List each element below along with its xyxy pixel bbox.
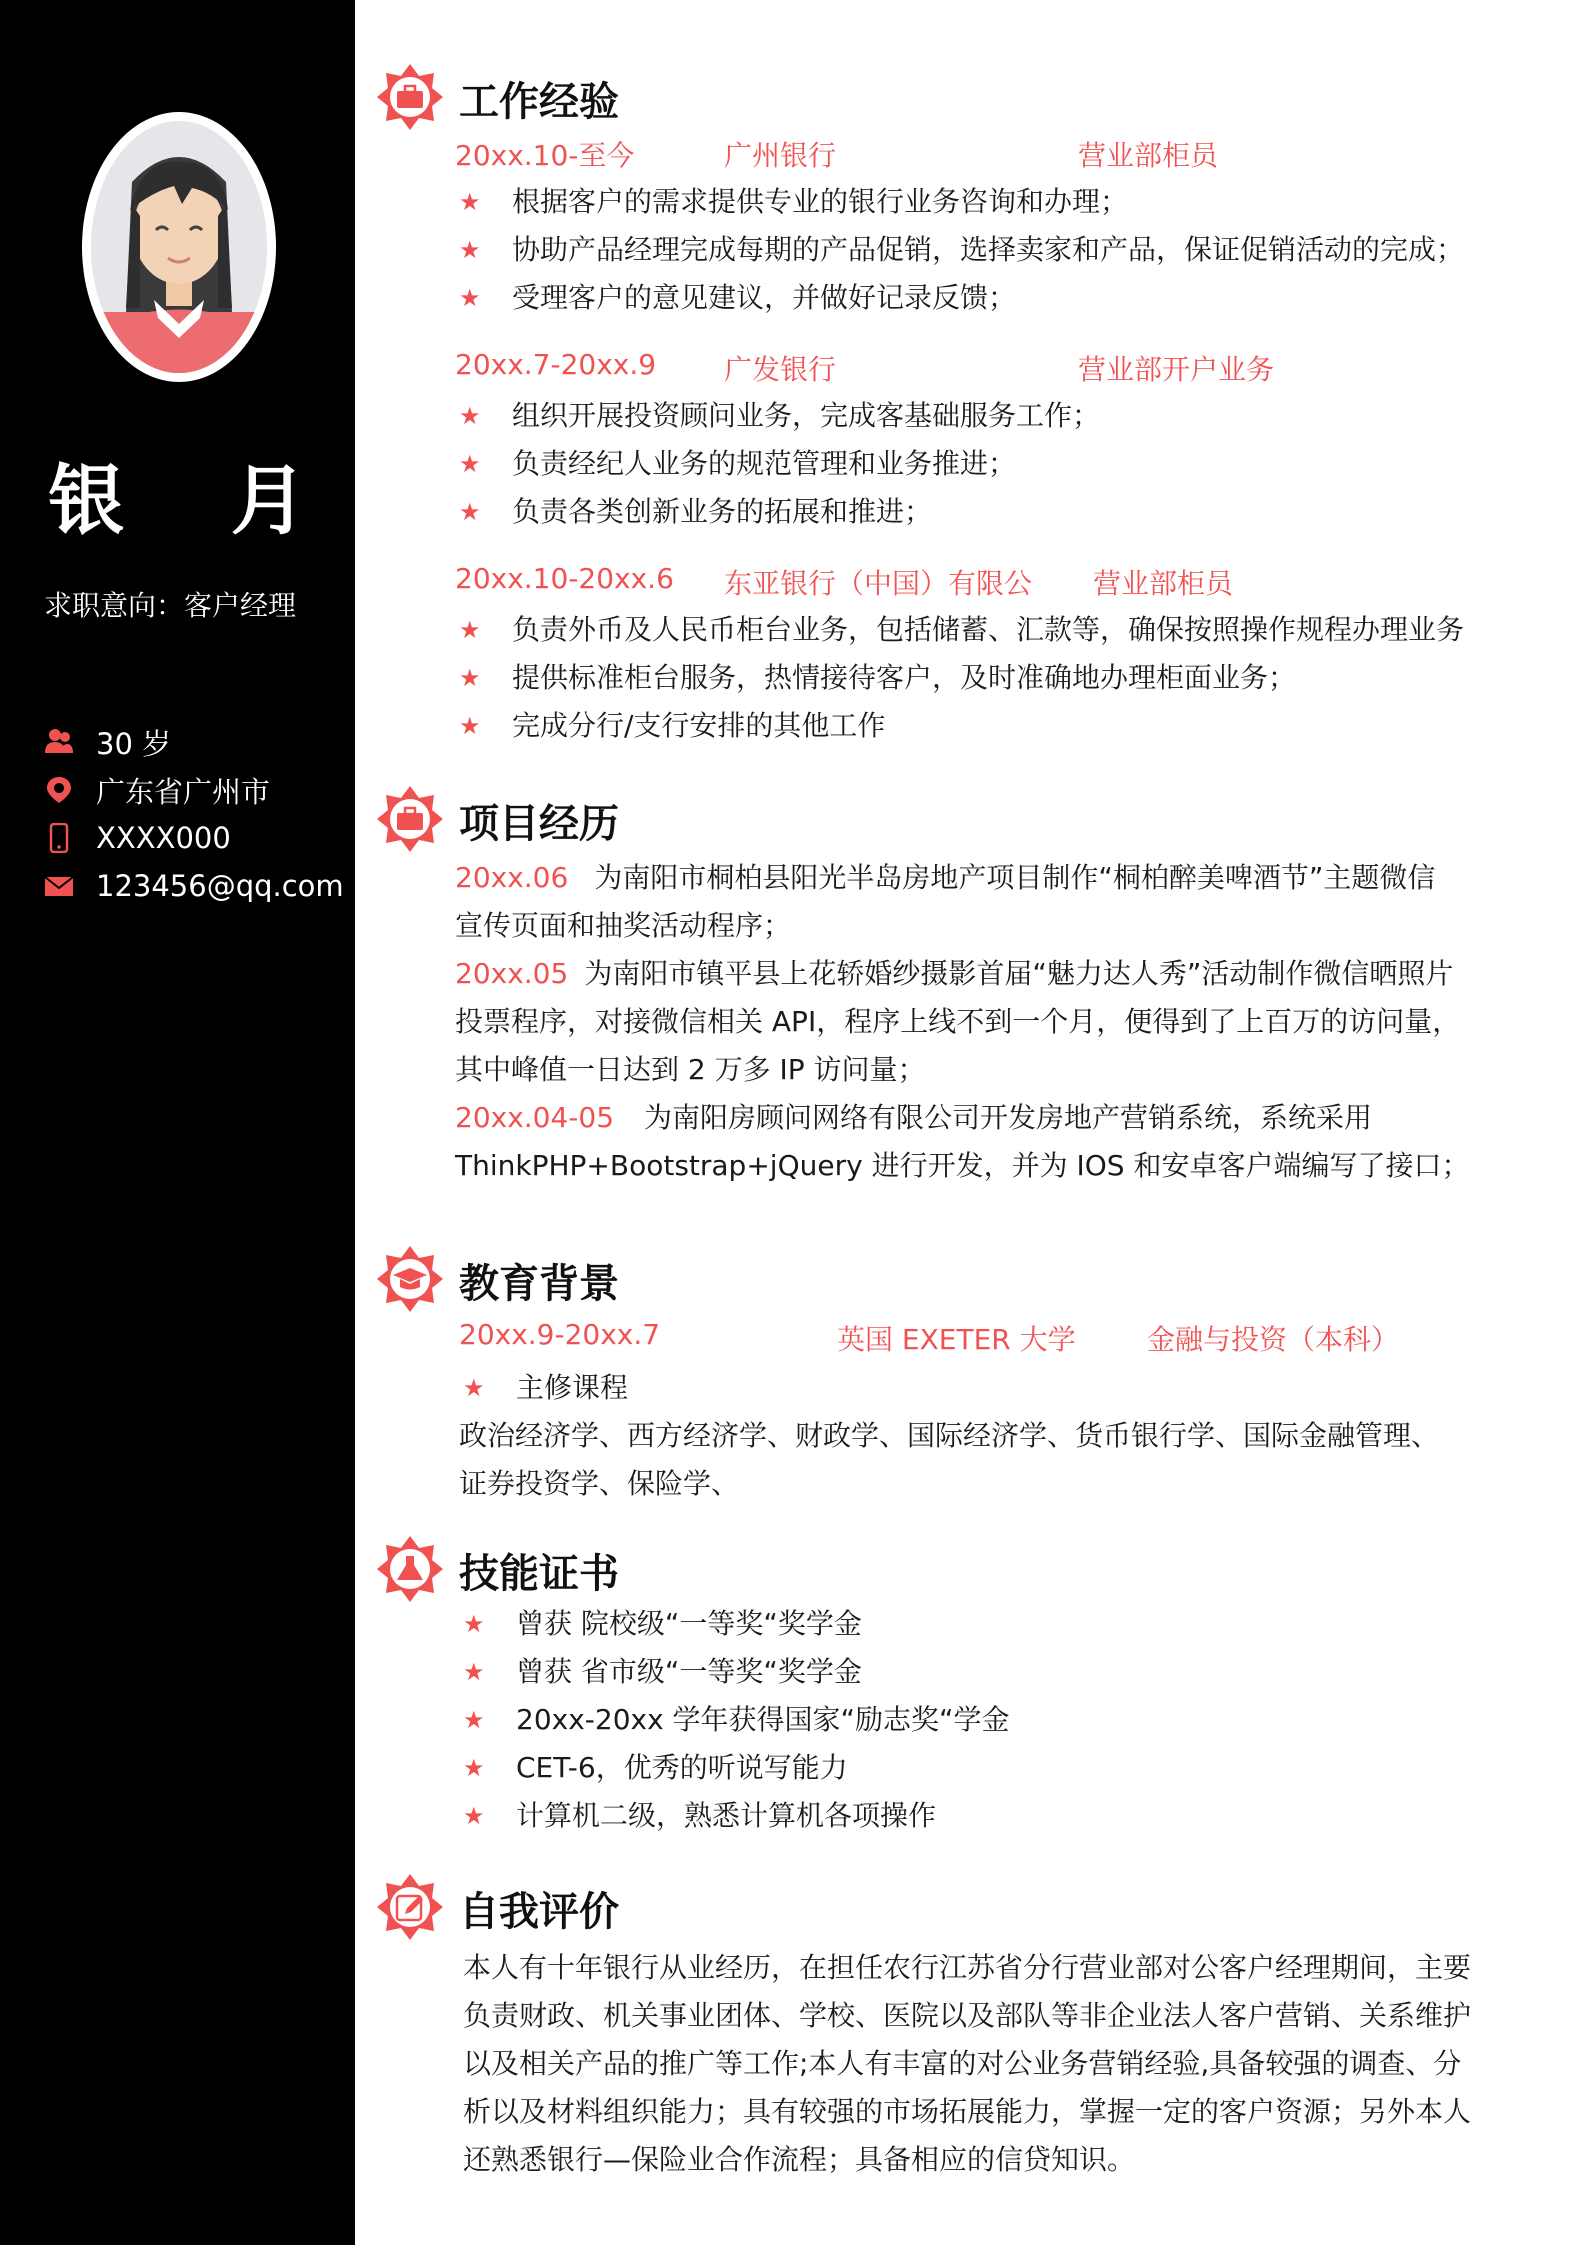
edu-major: 金融与投资（本科） [1147, 1323, 1400, 1356]
job-header [375, 562, 1575, 606]
job-role: 营业部开户业务 [1078, 353, 1275, 386]
section-header [375, 784, 1575, 854]
job-period: 20xx.7-20xx.9 [455, 348, 657, 381]
job-intent: 求职意向：客户经理 [44, 589, 297, 622]
job-entry [375, 348, 1575, 536]
contact-text: 123456@qq.com [96, 869, 344, 903]
section-projects [375, 784, 1575, 1190]
skill-item: ★ 曾获 省市级“一等奖“奖学金 [375, 1648, 1575, 1696]
duty-item: ★ 负责各类创新业务的拓展和推进； [375, 488, 1575, 536]
star-icon: ★ [463, 1658, 485, 1686]
star-icon: ★ [459, 498, 481, 526]
avatar [82, 112, 276, 382]
section-title: 自我评价 [459, 1889, 619, 1935]
self-evaluation-text: 本人有十年银行从业经历，在担任农行江苏省分行营业部对公客户经理期间，主要 负责财政、机关事业团体、学校、医院以及部队等非企业法人客户营销、关系维护 以及相关产品的推广等工作;本人有丰富的对公业务营销经验,具备较强的调查、分 析以及材料组织能力；具有较强的市场拓展能力，掌握一定的客户资源；另外本人 还熟悉银行—保险业合作流程；具备相应的信贷知识。 [463, 1951, 1472, 2176]
course-list: 政治经济学、西方经济学、财政学、国际经济学、货币银行学、国际金融管理、 证券投资学、保险学、 [459, 1419, 1440, 1500]
section-header [375, 1244, 1575, 1314]
pencil-icon [375, 1872, 445, 1942]
edu-period: 20xx.9-20xx.7 [459, 1318, 661, 1351]
person-icon [44, 727, 74, 757]
project-list [375, 854, 1575, 1190]
star-icon: ★ [459, 664, 481, 692]
project-line: 其中峰值一日达到 2 万多 IP 访问量； [455, 1053, 926, 1086]
star-icon: ★ [463, 1706, 485, 1734]
project-line: 宣传页面和抽奖活动程序； [455, 909, 792, 942]
avatar-illustration [82, 112, 276, 382]
job-period: 20xx.10-20xx.6 [455, 562, 674, 595]
job-company: 东亚银行（中国）有限公 [724, 567, 1033, 600]
edu-school: 英国 EXETER 大学 [837, 1323, 1076, 1356]
contact-phone [44, 814, 344, 862]
project-line: ThinkPHP+Bootstrap+jQuery 进行开发，并为 IOS 和安卓客户端编写了接口； [455, 1149, 1470, 1182]
job-period: 20xx.10-至今 [455, 139, 635, 172]
project-date: 20xx.04-05 [455, 1101, 615, 1134]
location-pin-icon [44, 775, 74, 805]
briefcase-icon [375, 62, 445, 132]
star-icon: ★ [463, 1802, 485, 1830]
project-line: 投票程序，对接微信相关 API，程序上线不到一个月，便得到了上百万的访问量， [455, 1005, 1461, 1038]
education-header [375, 1318, 1575, 1362]
duty-item: ★ 根据客户的需求提供专业的银行业务咨询和办理； [375, 178, 1575, 226]
job-role: 营业部柜员 [1093, 567, 1234, 600]
duty-item: ★ 协助产品经理完成每期的产品促销，选择卖家和产品，保证促销活动的完成； [375, 226, 1575, 274]
section-header [375, 62, 1575, 132]
candidate-name: 银 月 [48, 456, 347, 545]
contact-age [44, 718, 344, 766]
graduation-cap-icon [375, 1244, 445, 1314]
section-skills [375, 1534, 1575, 1840]
section-title: 项目经历 [459, 801, 619, 847]
section-title: 技能证书 [459, 1551, 619, 1597]
contact-list [44, 718, 344, 910]
job-role: 营业部柜员 [1078, 139, 1219, 172]
skill-item: ★ CET-6，优秀的听说写能力 [375, 1744, 1575, 1792]
duty-item: ★ 提供标准柜台服务，热情接待客户，及时准确地办理柜面业务； [375, 654, 1575, 702]
mail-icon [44, 871, 74, 901]
star-icon: ★ [459, 402, 481, 430]
section-header [375, 1534, 1575, 1604]
project-item: 20xx.05 为南阳市镇平县上花轿婚纱摄影首届“魅力达人秀”活动制作微信晒照片 [455, 957, 1454, 990]
section-education [375, 1244, 1575, 1508]
skill-list [375, 1600, 1575, 1840]
star-icon: ★ [459, 284, 481, 312]
job-company: 广州银行 [724, 139, 837, 172]
job-header [375, 348, 1575, 392]
project-item: 20xx.04-05 为南阳房顾问网络有限公司开发房地产营销系统，系统采用 [455, 1101, 1373, 1134]
star-icon: ★ [463, 1374, 485, 1402]
section-title: 工作经验 [459, 79, 619, 125]
duty-item: ★ 受理客户的意见建议，并做好记录反馈； [375, 274, 1575, 322]
star-icon: ★ [463, 1610, 485, 1638]
sidebar [0, 0, 355, 2245]
section-header [375, 1872, 1575, 1942]
course-label-item: ★ 主修课程 [375, 1364, 1575, 1412]
section-self-evaluation [375, 1872, 1575, 2184]
flask-icon [375, 1534, 445, 1604]
project-item: 20xx.06 为南阳市桐柏县阳光半岛房地产项目制作“桐柏醉美啤酒节”主题微信 [455, 861, 1436, 894]
duty-item: ★ 负责外币及人民币柜台业务，包括储蓄、汇款等，确保按照操作规程办理业务 [375, 606, 1575, 654]
skill-item: ★ 曾获 院校级“一等奖“奖学金 [375, 1600, 1575, 1648]
section-work [375, 62, 1575, 750]
star-icon: ★ [459, 236, 481, 264]
star-icon: ★ [459, 188, 481, 216]
section-title: 教育背景 [459, 1261, 619, 1307]
job-entry [375, 562, 1575, 750]
skill-item: ★ 计算机二级，熟悉计算机各项操作 [375, 1792, 1575, 1840]
job-company: 广发银行 [724, 353, 837, 386]
contact-email[interactable] [44, 862, 344, 910]
briefcase-icon [375, 784, 445, 854]
star-icon: ★ [463, 1754, 485, 1782]
job-entry [375, 134, 1575, 322]
project-date: 20xx.06 [455, 861, 569, 894]
star-icon: ★ [459, 616, 481, 644]
duty-item: ★ 负责经纪人业务的规范管理和业务推进； [375, 440, 1575, 488]
duty-item: ★ 完成分行/支行安排的其他工作 [375, 702, 1575, 750]
contact-text: 30 岁 [96, 726, 172, 761]
phone-icon [44, 823, 74, 853]
contact-text: 广东省广州市 [96, 774, 271, 809]
duty-item: ★ 组织开展投资顾问业务，完成客基础服务工作； [375, 392, 1575, 440]
contact-location [44, 766, 344, 814]
skill-item: ★ 20xx-20xx 学年获得国家“励志奖“学金 [375, 1696, 1575, 1744]
star-icon: ★ [459, 450, 481, 478]
main-content [375, 0, 1575, 2245]
contact-text: XXXX000 [96, 821, 231, 855]
project-date: 20xx.05 [455, 957, 569, 990]
star-icon: ★ [459, 712, 481, 740]
job-header [375, 134, 1575, 178]
